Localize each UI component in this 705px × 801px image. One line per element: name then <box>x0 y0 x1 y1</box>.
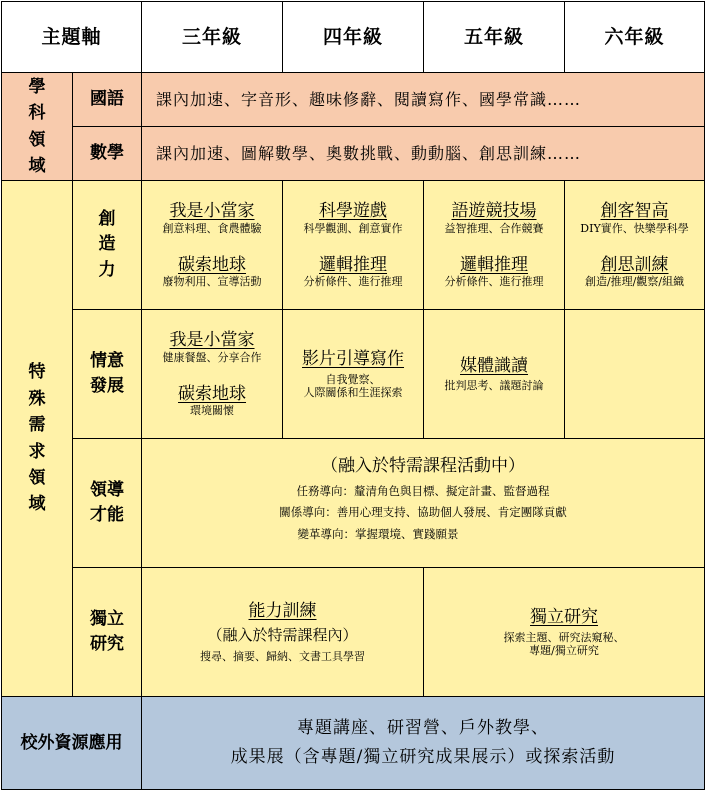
affective-g5-title: 媒體識讀 <box>460 355 529 376</box>
independent-right-title: 獨立研究 <box>530 606 599 627</box>
creativity-label-text: 創造力 <box>98 208 116 280</box>
curriculum-table <box>1 1 705 790</box>
creativity-g5-desc-2: 分析條件、進行推理 <box>444 275 544 289</box>
affective-g4-cell <box>283 310 424 439</box>
affective-g4-title: 影片引導寫作 <box>302 349 405 370</box>
math-content: 課內加速、圖解數學、奧數挑戰、動動腦、創思訓練…… <box>142 127 705 181</box>
creativity-g4-desc-2: 分析條件、進行推理 <box>303 275 403 289</box>
creativity-g3-title-1: 我是小當家 <box>169 201 255 222</box>
leadership-title: （融入於特需課程活動中） <box>321 456 526 477</box>
affective-g5-desc: 批判思考、議題討論 <box>444 379 544 393</box>
chinese-content: 課內加速、字音形、趣味修辭、閱讀寫作、國學常識…… <box>142 73 705 127</box>
affective-g3-desc-2: 環境關懷 <box>190 404 235 418</box>
creativity-row <box>2 181 705 310</box>
leadership-label-text: 領導才能 <box>90 479 124 525</box>
independent-right-cell <box>424 568 705 697</box>
creativity-g6-title-1: 創客智高 <box>600 201 669 222</box>
creativity-label <box>73 181 142 310</box>
special-domain-label <box>2 181 73 697</box>
independent-left-desc: 搜尋、摘要、歸納、文書工具學習 <box>200 649 366 663</box>
creativity-g3-desc-1: 創意料理、食農體驗 <box>162 221 262 235</box>
affective-g3-cell <box>142 310 283 439</box>
affective-g6-cell <box>565 310 705 439</box>
independent-left-subtitle: （融入於特需課程內） <box>207 625 358 644</box>
leadership-content <box>142 439 705 568</box>
external-row <box>2 697 705 790</box>
creativity-g4-desc-1: 科學觀測、創意實作 <box>303 221 403 235</box>
independent-label <box>73 568 142 697</box>
grade-4-header: 四年級 <box>283 2 424 73</box>
independent-label-text: 獨立研究 <box>90 608 124 654</box>
affective-row <box>2 310 705 439</box>
creativity-g4-title-2: 邏輯推理 <box>319 255 388 275</box>
special-domain-text: 特殊需求領域 <box>28 362 46 515</box>
creativity-g6-desc-1: DIY實作、快樂學科學 <box>580 221 689 235</box>
creativity-g4-title-1: 科學遊戲 <box>319 201 388 222</box>
affective-g3-title-1: 我是小當家 <box>169 330 255 351</box>
academic-row-math <box>2 127 705 181</box>
leadership-label <box>73 439 142 568</box>
affective-label-text: 情意發展 <box>90 350 124 396</box>
axis-header: 主題軸 <box>2 2 142 73</box>
leadership-task: 任務導向：釐清角色與目標、擬定計畫、監督過程 <box>296 483 550 498</box>
grade-5-header: 五年級 <box>424 2 565 73</box>
leadership-row <box>2 439 705 568</box>
independent-left-cell <box>142 568 424 697</box>
subject-chinese: 國語 <box>73 73 142 127</box>
creativity-g5-title-2: 邏輯推理 <box>460 255 529 275</box>
creativity-g6-cell <box>565 181 705 310</box>
affective-g3-title-2: 碳索地球 <box>178 384 247 404</box>
independent-right-desc-2: 專題/獨立研究 <box>529 644 599 658</box>
creativity-g3-desc-2: 廢物利用、宣導活動 <box>162 275 262 289</box>
creativity-g5-cell <box>424 181 565 310</box>
affective-g5-cell <box>424 310 565 439</box>
academic-row-chinese <box>2 73 705 127</box>
leadership-change: 變革導向：掌握環境、實踐願景 <box>297 527 459 542</box>
academic-domain-label <box>2 73 73 181</box>
external-label: 校外資源應用 <box>2 697 142 790</box>
creativity-g5-desc-1: 益智推理、合作競賽 <box>444 221 544 235</box>
external-line-1: 專題講座、研習營、戶外教學、 <box>297 718 550 739</box>
leadership-relation: 關係導向：善用心理支持、協助個人發展、肯定團隊貢獻 <box>279 505 567 520</box>
independent-right-desc-1: 探索主題、研究法窺秘、 <box>503 631 625 644</box>
independent-left-title: 能力訓練 <box>248 601 317 622</box>
affective-g4-desc-2: 人際關係和生涯探索 <box>303 385 403 399</box>
affective-g3-desc-1: 健康餐盤、分享合作 <box>162 350 262 364</box>
affective-label <box>73 310 142 439</box>
academic-domain-text: 學科領域 <box>28 76 46 176</box>
subject-math: 數學 <box>73 127 142 181</box>
independent-row <box>2 568 705 697</box>
creativity-g4-cell <box>283 181 424 310</box>
creativity-g3-cell <box>142 181 283 310</box>
grade-6-header: 六年級 <box>565 2 705 73</box>
creativity-g6-title-2: 創思訓練 <box>600 255 669 275</box>
creativity-g6-desc-2: 創造/推理/觀察/組織 <box>584 275 685 289</box>
affective-g4-desc-1: 自我覺察、 <box>325 372 381 386</box>
external-line-2: 成果展（含專題/獨立研究成果展示）或探索活動 <box>230 747 616 767</box>
grade-3-header: 三年級 <box>142 2 283 73</box>
creativity-g3-title-2: 碳索地球 <box>178 255 247 275</box>
external-content <box>142 697 705 790</box>
header-row <box>2 2 705 73</box>
creativity-g5-title-1: 語遊競技場 <box>451 201 537 222</box>
